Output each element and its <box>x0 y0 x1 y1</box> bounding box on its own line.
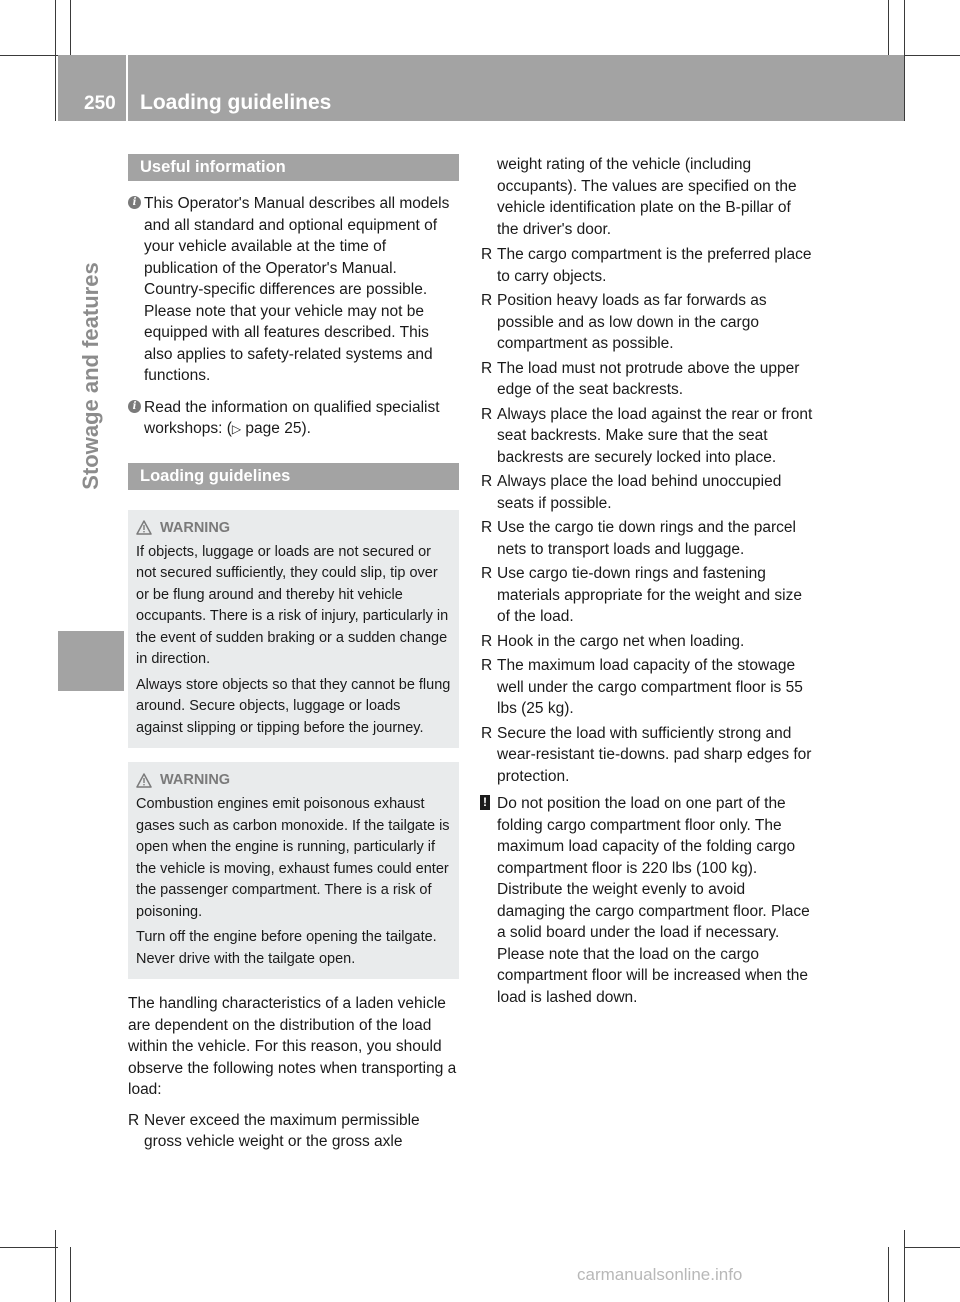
body-paragraph-continued: weight rating of the vehicle (including occupants). The values are specified on the vehicle identification plate on the B-pillar of the driver's door. <box>497 156 797 238</box>
crop-mark <box>904 0 905 121</box>
header-divider <box>126 55 128 121</box>
crop-mark <box>888 0 889 55</box>
bullet-icon: R <box>481 565 493 582</box>
crop-mark <box>904 55 960 56</box>
warning-label: WARNING <box>160 772 231 788</box>
chapter-tab <box>58 121 124 631</box>
list-item: R Hook in the cargo net when loading. <box>481 631 813 653</box>
list-item: R The load must not protrude above the upper edge of the seat backrests. <box>481 359 800 398</box>
bullet-list <box>481 244 813 787</box>
crop-mark <box>0 55 58 56</box>
warning-box <box>128 762 459 979</box>
warning-triangle-icon <box>136 520 152 535</box>
list-item: R Position heavy loads as far forwards as possible and as low down in the cargo compartment as possible. <box>481 292 767 352</box>
crop-mark <box>55 0 56 121</box>
info-text: This Operator's Manual describes all models and all standard and optional equipment of your vehicle available at the time of publication of the Operator's Manual. Country-specific differences are possible. Please note that your vehicle may not be equipped with all features described. This also applies to safety-related systems and functions. <box>144 195 450 384</box>
bullet-icon: R <box>481 473 493 490</box>
bullet-icon: R <box>128 1111 140 1129</box>
page-reference-link[interactable]: page 25). <box>241 420 311 437</box>
right-column <box>481 154 813 1008</box>
caution-icon: ! <box>480 795 490 810</box>
list-item: R Use cargo tie-down rings and fastening materials appropriate for the weight and size of the load. <box>481 565 802 625</box>
warning-text: Turn off the engine before opening the tailgate. Never drive with the tailgate open. <box>136 929 437 967</box>
chapter-tab-label: Stowage and features <box>78 262 103 490</box>
page-title: Loading guidelines <box>140 91 332 114</box>
warning-header <box>136 518 451 538</box>
list-item: R The cargo compartment is the preferred place to carry objects. <box>481 246 812 285</box>
list-item: R The maximum load capacity of the stowage well under the cargo compartment floor is 55 lbs (25 kg). <box>481 657 803 717</box>
list-item: R Secure the load with sufficiently strong and wear-resistant tie-downs. pad sharp edges for protection. <box>481 724 812 785</box>
bullet-icon: R <box>481 632 493 650</box>
crop-mark <box>888 1247 889 1302</box>
list-item: R Always place the load against the rear or front seat backrests. Make sure that the seat backrests are securely locked into place. <box>481 405 813 466</box>
info-icon: i <box>128 400 141 413</box>
left-column <box>128 154 459 1156</box>
warning-text: If objects, luggage or loads are not secured or not secured sufficiently, they could slip, tip over or be flung around and thereby hit vehicle occupants. There is a risk of injury, particularly in the event of sudden braking or a sudden change in direction. <box>136 543 449 667</box>
bullet-icon: R <box>481 292 493 309</box>
crop-mark <box>55 1230 56 1302</box>
warning-text: Always store objects so that they cannot be flung around. Secure objects, luggage or loads against slipping or tipping before the journey. <box>136 676 451 736</box>
list-item: R Use the cargo tie down rings and the parcel nets to transport loads and luggage. <box>481 519 796 558</box>
info-text: Read the information on qualified specialist workshops: (▷ page 25). <box>144 398 440 437</box>
caution-text: Do not position the load on one part of the folding cargo compartment floor only. The maximum load capacity of the folding cargo compartment floor is 220 lbs (100 kg). Distribute the weight evenly to avoid damaging the cargo compartment floor. Place a solid board under the load if necessary. Please note that the load on the cargo compartment floor will be increased when the load is lashed down. <box>497 795 810 1006</box>
crop-mark <box>70 0 71 55</box>
warning-triangle-icon <box>136 773 152 788</box>
bullet-icon: R <box>481 405 493 423</box>
bullet-icon: R <box>481 657 493 674</box>
info-note <box>128 193 459 387</box>
bullet-icon: R <box>481 519 493 536</box>
list-item: R Never exceed the maximum permissible gross vehicle weight or the gross axle <box>128 1111 420 1150</box>
bullet-icon: R <box>481 724 493 742</box>
page-header <box>58 55 904 121</box>
crop-mark <box>904 1230 905 1302</box>
bullet-icon: R <box>481 359 493 377</box>
chapter-tab-block <box>58 631 124 691</box>
bullet-list <box>128 1110 459 1153</box>
page-number: 250 <box>84 93 116 114</box>
info-icon: i <box>128 196 141 209</box>
page-reference-arrow-icon: ▷ <box>231 422 242 436</box>
warning-header <box>136 770 451 790</box>
warning-box <box>128 510 459 749</box>
section-heading-loading-guidelines: Loading guidelines <box>128 463 459 490</box>
info-note <box>128 397 459 441</box>
bullet-icon: R <box>481 246 493 263</box>
watermark: carmanualsonline.info <box>577 1265 743 1284</box>
crop-mark <box>0 1247 58 1248</box>
warning-label: WARNING <box>160 519 231 536</box>
body-paragraph: The handling characteristics of a laden vehicle are dependent on the distribution of the load within the vehicle. For this reason, you should observe the following notes when transporting a load: <box>128 995 457 1098</box>
warning-text: Combustion engines emit poisonous exhaust gases such as carbon monoxide. If the tailgate is open when the engine is running, particularly if the vehicle is moving, exhaust fumes could enter the passenger compartment. There is a risk of poisoning. <box>136 796 450 920</box>
list-item: R Always place the load behind unoccupied seats if possible. <box>481 473 782 512</box>
crop-mark <box>904 1247 960 1248</box>
section-heading-useful-information: Useful information <box>128 154 459 181</box>
caution-note <box>481 793 813 1008</box>
crop-mark <box>70 1247 71 1302</box>
